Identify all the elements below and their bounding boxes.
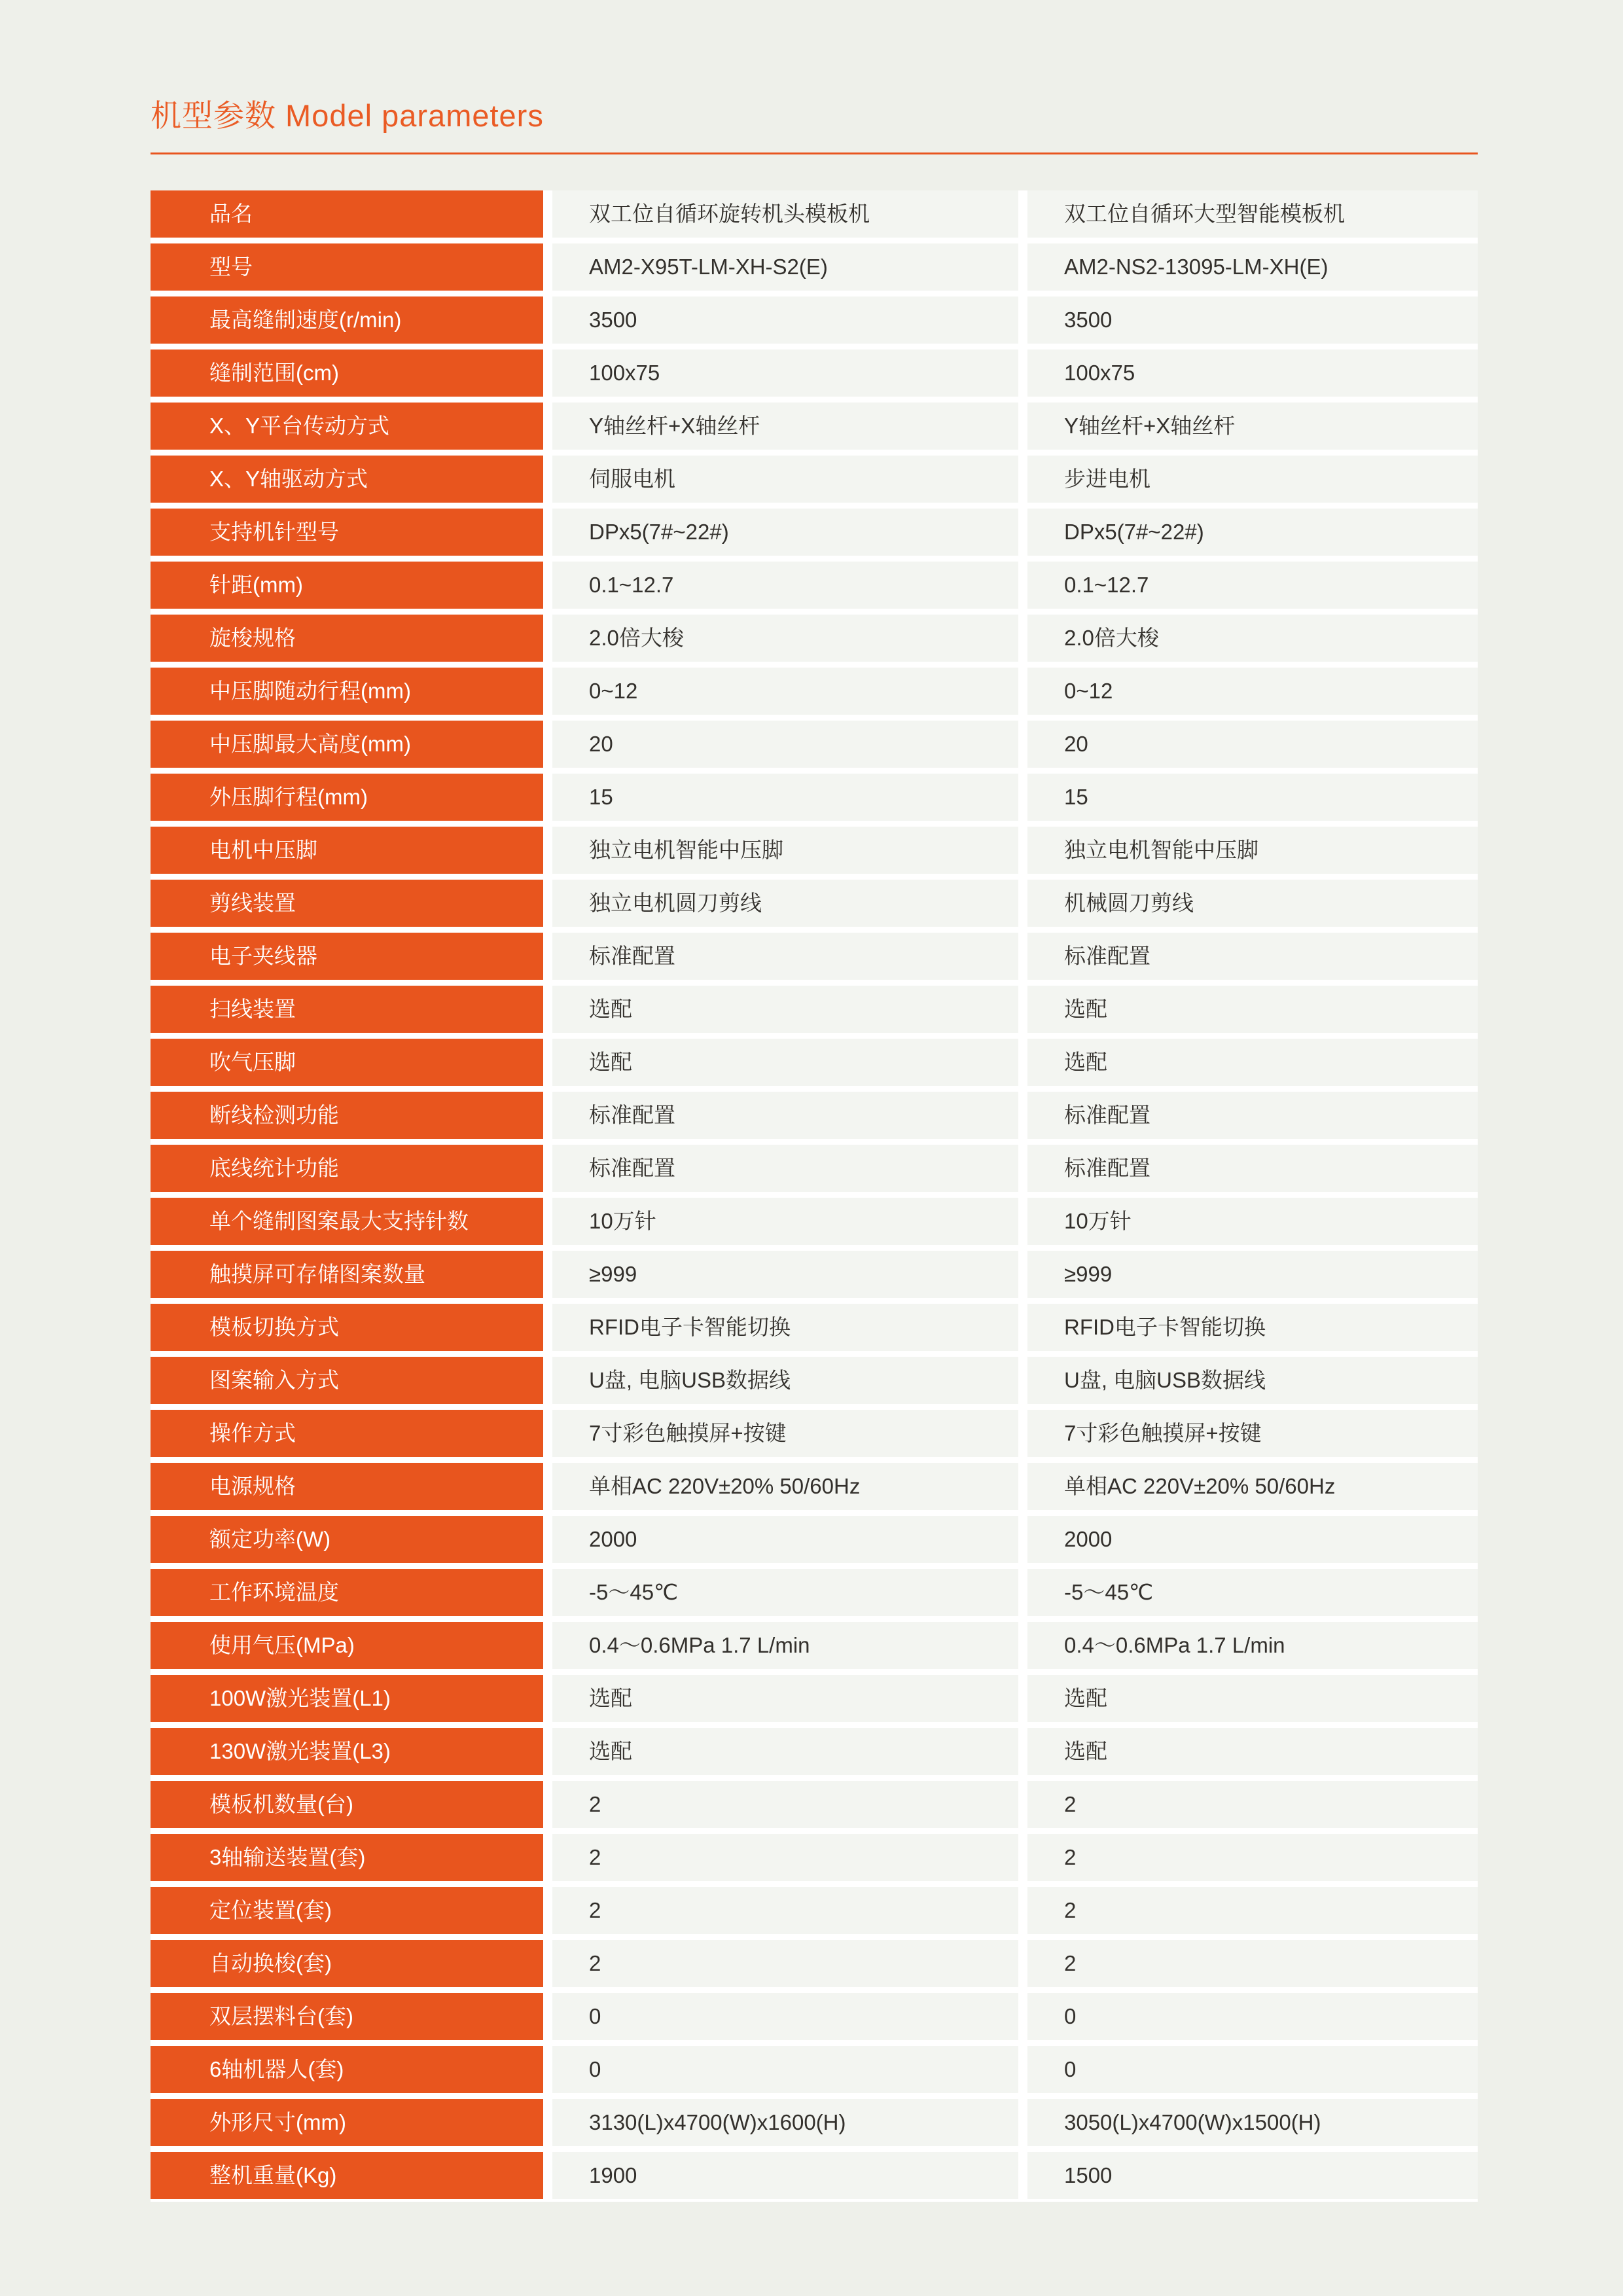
table-row (151, 1887, 1478, 1934)
row-value-cell-2: 0.4～0.6MPa 1.7 L/min (1027, 1622, 1478, 1669)
row-value-cell-1: 标准配置 (552, 933, 1018, 980)
row-value-cell-1: 15 (552, 774, 1018, 821)
table-row (151, 1781, 1478, 1828)
table-row (151, 1675, 1478, 1722)
row-value-cell-1: 选配 (552, 986, 1018, 1033)
row-value-cell-2: 独立电机智能中压脚 (1027, 827, 1478, 874)
row-value-cell-1: 100x75 (552, 350, 1018, 397)
row-label-cell: 3轴输送装置(套) (151, 1834, 543, 1881)
row-value-cell-2: 标准配置 (1027, 1145, 1478, 1192)
row-value-cell-1: 10万针 (552, 1198, 1018, 1245)
row-value-cell-1: U盘, 电脑USB数据线 (552, 1357, 1018, 1404)
row-value-cell-2: 单相AC 220V±20% 50/60Hz (1027, 1463, 1478, 1510)
table-row (151, 562, 1478, 609)
row-value-cell-1: 0~12 (552, 668, 1018, 715)
row-label-cell: 整机重量(Kg) (151, 2152, 543, 2199)
row-value-cell-1: 2 (552, 1781, 1018, 1828)
row-value-cell-1: 2.0倍大梭 (552, 615, 1018, 662)
row-label-cell: 工作环境温度 (151, 1569, 543, 1616)
row-label-cell: 支持机针型号 (151, 509, 543, 556)
row-value-cell-1: 标准配置 (552, 1145, 1018, 1192)
table-row (151, 615, 1478, 662)
row-value-cell-2: Y轴丝杆+X轴丝杆 (1027, 403, 1478, 450)
table-row (151, 1463, 1478, 1510)
row-label-cell: 双层摆料台(套) (151, 1993, 543, 2040)
table-row (151, 2152, 1478, 2199)
row-label-cell: 针距(mm) (151, 562, 543, 609)
row-value-cell-2: -5～45℃ (1027, 1569, 1478, 1616)
row-value-cell-1: 7寸彩色触摸屏+按键 (552, 1410, 1018, 1457)
row-label-cell: 图案输入方式 (151, 1357, 543, 1404)
row-label-cell: 型号 (151, 243, 543, 291)
row-label-cell: 缝制范围(cm) (151, 350, 543, 397)
row-value-cell-2: U盘, 电脑USB数据线 (1027, 1357, 1478, 1404)
row-value-cell-1: 选配 (552, 1728, 1018, 1775)
row-value-cell-2: 20 (1027, 721, 1478, 768)
row-label-cell: 吹气压脚 (151, 1039, 543, 1086)
row-label-cell: 模板切换方式 (151, 1304, 543, 1351)
row-label-cell: 单个缝制图案最大支持针数 (151, 1198, 543, 1245)
row-value-cell-1: -5～45℃ (552, 1569, 1018, 1616)
row-value-cell-1: ≥999 (552, 1251, 1018, 1298)
row-label-cell: X、Y平台传动方式 (151, 403, 543, 450)
row-label-cell: 旋梭规格 (151, 615, 543, 662)
row-label-cell: 100W激光装置(L1) (151, 1675, 543, 1722)
row-value-cell-2: 1500 (1027, 2152, 1478, 2199)
row-label-cell: 最高缝制速度(r/min) (151, 296, 543, 344)
table-row (151, 1516, 1478, 1563)
page-title: 机型参数 Model parameters (151, 98, 544, 133)
table-row (151, 827, 1478, 874)
row-value-cell-2: DPx5(7#~22#) (1027, 509, 1478, 556)
row-value-cell-2: 3050(L)x4700(W)x1500(H) (1027, 2099, 1478, 2146)
row-value-cell-1: 2 (552, 1940, 1018, 1987)
row-value-cell-2: 选配 (1027, 1728, 1478, 1775)
table-row (151, 774, 1478, 821)
row-label-cell: 定位装置(套) (151, 1887, 543, 1934)
table-row (151, 243, 1478, 291)
row-value-cell-2: 0 (1027, 2046, 1478, 2093)
table-row (151, 933, 1478, 980)
row-label-cell: 外形尺寸(mm) (151, 2099, 543, 2146)
row-value-cell-1: 双工位自循环旋转机头模板机 (552, 190, 1018, 238)
row-value-cell-2: 2 (1027, 1940, 1478, 1987)
row-value-cell-2: 10万针 (1027, 1198, 1478, 1245)
row-value-cell-1: 0 (552, 2046, 1018, 2093)
row-label-cell: 断线检测功能 (151, 1092, 543, 1139)
row-value-cell-2: 机械圆刀剪线 (1027, 880, 1478, 927)
table-row (151, 1410, 1478, 1457)
row-value-cell-1: 单相AC 220V±20% 50/60Hz (552, 1463, 1018, 1510)
table-row (151, 1304, 1478, 1351)
row-value-cell-1: Y轴丝杆+X轴丝杆 (552, 403, 1018, 450)
row-value-cell-1: 3130(L)x4700(W)x1600(H) (552, 2099, 1018, 2146)
row-label-cell: 扫线装置 (151, 986, 543, 1033)
row-value-cell-2: 100x75 (1027, 350, 1478, 397)
table-row (151, 509, 1478, 556)
row-value-cell-2: 2 (1027, 1781, 1478, 1828)
row-value-cell-1: 0.4～0.6MPa 1.7 L/min (552, 1622, 1018, 1669)
row-value-cell-1: 2 (552, 1887, 1018, 1934)
table-row (151, 2099, 1478, 2146)
row-value-cell-2: 2 (1027, 1834, 1478, 1881)
table-row (151, 668, 1478, 715)
row-value-cell-1: RFID电子卡智能切换 (552, 1304, 1018, 1351)
table-row (151, 1834, 1478, 1881)
row-value-cell-1: DPx5(7#~22#) (552, 509, 1018, 556)
page-content (151, 99, 1478, 2202)
row-label-cell: 电子夹线器 (151, 933, 543, 980)
title-underline (151, 152, 1478, 154)
row-value-cell-2: 3500 (1027, 296, 1478, 344)
table-row (151, 1993, 1478, 2040)
table-row (151, 1145, 1478, 1192)
row-value-cell-1: 伺服电机 (552, 456, 1018, 503)
table-row (151, 456, 1478, 503)
row-value-cell-1: 选配 (552, 1039, 1018, 1086)
row-label-cell: 触摸屏可存储图案数量 (151, 1251, 543, 1298)
row-value-cell-2: ≥999 (1027, 1251, 1478, 1298)
table-row (151, 296, 1478, 344)
row-label-cell: 剪线装置 (151, 880, 543, 927)
row-value-cell-1: 2000 (552, 1516, 1018, 1563)
row-value-cell-2: 标准配置 (1027, 1092, 1478, 1139)
table-row (151, 1728, 1478, 1775)
row-label-cell: 外压脚行程(mm) (151, 774, 543, 821)
table-row (151, 1940, 1478, 1987)
row-label-cell: 130W激光装置(L3) (151, 1728, 543, 1775)
row-value-cell-1: 选配 (552, 1675, 1018, 1722)
table-row (151, 1251, 1478, 1298)
row-value-cell-1: 0.1~12.7 (552, 562, 1018, 609)
table-row (151, 1092, 1478, 1139)
table-row (151, 2046, 1478, 2093)
row-value-cell-1: 1900 (552, 2152, 1018, 2199)
row-label-cell: X、Y轴驱动方式 (151, 456, 543, 503)
row-label-cell: 电源规格 (151, 1463, 543, 1510)
table-row (151, 190, 1478, 238)
table-row (151, 350, 1478, 397)
table-row (151, 1569, 1478, 1616)
row-label-cell: 底线统计功能 (151, 1145, 543, 1192)
row-value-cell-2: 0.1~12.7 (1027, 562, 1478, 609)
row-value-cell-2: 2000 (1027, 1516, 1478, 1563)
row-value-cell-2: RFID电子卡智能切换 (1027, 1304, 1478, 1351)
row-label-cell: 中压脚最大高度(mm) (151, 721, 543, 768)
row-value-cell-2: 选配 (1027, 1675, 1478, 1722)
row-value-cell-2: AM2-NS2-13095-LM-XH(E) (1027, 243, 1478, 291)
row-value-cell-2: 7寸彩色触摸屏+按键 (1027, 1410, 1478, 1457)
row-label-cell: 中压脚随动行程(mm) (151, 668, 543, 715)
row-value-cell-2: 15 (1027, 774, 1478, 821)
table-row (151, 1198, 1478, 1245)
row-label-cell: 自动换梭(套) (151, 1940, 543, 1987)
row-value-cell-1: 标准配置 (552, 1092, 1018, 1139)
row-value-cell-1: AM2-X95T-LM-XH-S2(E) (552, 243, 1018, 291)
row-value-cell-1: 独立电机智能中压脚 (552, 827, 1018, 874)
table-row (151, 403, 1478, 450)
row-label-cell: 6轴机器人(套) (151, 2046, 543, 2093)
row-value-cell-1: 20 (552, 721, 1018, 768)
row-value-cell-1: 0 (552, 1993, 1018, 2040)
row-value-cell-2: 标准配置 (1027, 933, 1478, 980)
row-value-cell-2: 步进电机 (1027, 456, 1478, 503)
row-label-cell: 模板机数量(台) (151, 1781, 543, 1828)
row-label-cell: 额定功率(W) (151, 1516, 543, 1563)
table-row (151, 1039, 1478, 1086)
table-row (151, 1622, 1478, 1669)
row-value-cell-1: 独立电机圆刀剪线 (552, 880, 1018, 927)
model-parameters-table (151, 190, 1478, 2202)
table-row (151, 986, 1478, 1033)
row-value-cell-2: 选配 (1027, 1039, 1478, 1086)
row-value-cell-2: 0~12 (1027, 668, 1478, 715)
row-value-cell-1: 2 (552, 1834, 1018, 1881)
row-value-cell-2: 2 (1027, 1887, 1478, 1934)
row-value-cell-2: 选配 (1027, 986, 1478, 1033)
table-row (151, 1357, 1478, 1404)
row-label-cell: 电机中压脚 (151, 827, 543, 874)
table-row (151, 721, 1478, 768)
row-value-cell-2: 0 (1027, 1993, 1478, 2040)
row-value-cell-1: 3500 (552, 296, 1018, 344)
row-value-cell-2: 2.0倍大梭 (1027, 615, 1478, 662)
row-label-cell: 品名 (151, 190, 543, 238)
table-row (151, 880, 1478, 927)
row-label-cell: 操作方式 (151, 1410, 543, 1457)
row-label-cell: 使用气压(MPa) (151, 1622, 543, 1669)
row-value-cell-2: 双工位自循环大型智能模板机 (1027, 190, 1478, 238)
